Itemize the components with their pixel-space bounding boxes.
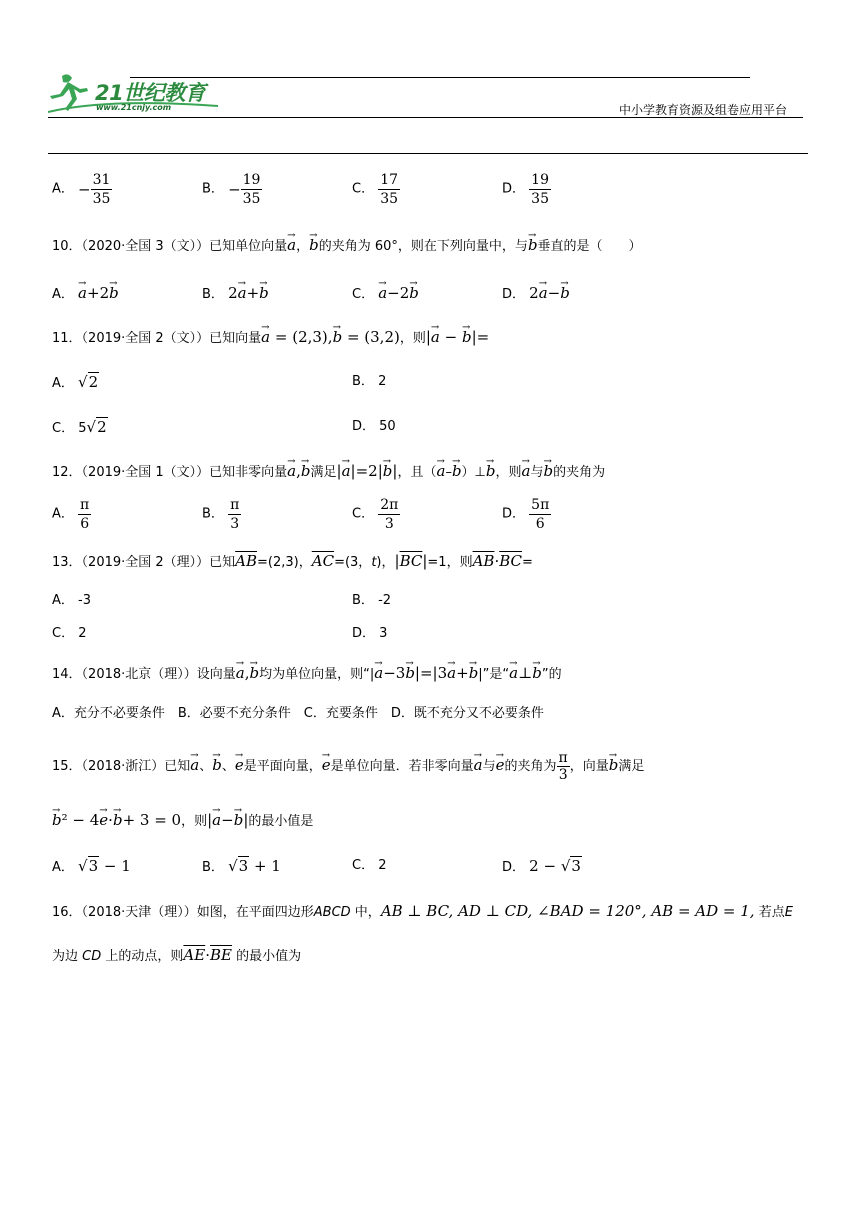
q12-option-c: C． $\frac{2\pi}{3}$ bbox=[352, 497, 399, 532]
q10-stem: 10．（2020·全国 3（文））已知单位向量→ a，→ b的夹角为 60°，则在下列向量中，与→ b垂直的是（ ） bbox=[52, 236, 642, 256]
q16-stem: 16．（2018·天津（理））如图，在平面四边形ABCD 中，AB ⊥ BC, AD ⊥ CD, ∠BAD = 120°, AB = AD = 1, 若点E bbox=[52, 902, 793, 920]
header-rule-top bbox=[130, 77, 750, 78]
q15-option-d: D． 2 − √3 bbox=[502, 857, 581, 875]
logo-text: 21世纪教育 bbox=[95, 81, 206, 105]
q15-option-a: A． √3 − 1 bbox=[52, 857, 131, 875]
q10-option-a: A． → a+2→ b bbox=[52, 284, 119, 304]
q10-option-b: B． 2→ a+→ b bbox=[202, 284, 269, 304]
q9-option-a: A． − $\frac{31}{35}$ bbox=[52, 172, 111, 207]
q15-stem: 15．（2018·浙江）已知→ a、→ b、→ e是平面向量，→ e是单位向量．若非零向量→ a与→ e的夹角为 $\frac{\pi}{3}$ ，向量→ b满足 bbox=[52, 746, 644, 786]
header-rule-bottom bbox=[48, 153, 808, 154]
q14-stem: 14．（2018·北京（理））设向量→ a,→ b均为单位向量，则“|→ a−3→ b|=|3→ a+→ b|”是“→ a⊥→ b”的 bbox=[52, 664, 562, 684]
q14-options: A．充分不必要条件 B．必要不充分条件 C．充要条件 D．既不充分又不必要条件 bbox=[52, 706, 544, 721]
q11-option-c: C． 5√2 bbox=[52, 418, 107, 436]
q9-option-d: D． $\frac{19}{35}$ bbox=[502, 172, 549, 207]
q12-option-a: A． $\frac{\pi}{6}$ bbox=[52, 497, 90, 532]
q10-option-d: D． 2→ a−→ b bbox=[502, 284, 570, 304]
q9-option-c: C． $\frac{17}{35}$ bbox=[352, 172, 399, 207]
q12-option-d: D． $\frac{5\pi}{6}$ bbox=[502, 497, 550, 532]
q13-option-a: A． -3 bbox=[52, 593, 92, 608]
q13-option-b: B． -2 bbox=[352, 593, 392, 608]
q9-option-b: B． − $\frac{19}{35}$ bbox=[202, 172, 261, 207]
q11-option-b: B． 2 bbox=[352, 374, 387, 389]
platform-name: 中小学教育资源及组卷应用平台 bbox=[619, 103, 788, 117]
q15-option-b: B． √3 + 1 bbox=[202, 857, 281, 875]
logo-url: www.21cnjy.com bbox=[96, 103, 172, 112]
q13-stem: 13．（2019·全国 2（理））已知$\overline{AB}=(2,3)$，$\overline{AC}=(3$，t)，$|\overline{BC}|=1$，则$\overline{AB}\cdot\overline{BC}=$ bbox=[52, 552, 533, 570]
q11-stem: 11．（2019·全国 2（文））已知向量→ a = (2,3),→ b = (3,2)，则|→ a − → b|= bbox=[52, 328, 489, 348]
q15-condition: → b² − 4→ e·→ b+ 3 = 0，则|→ a−→ b|的最小值是 bbox=[52, 811, 313, 831]
q10-option-c: C． → a−2→ b bbox=[352, 284, 419, 304]
q12-option-b: B． $\frac{\pi}{3}$ bbox=[202, 497, 240, 532]
q11-option-d: D． 50 bbox=[352, 419, 396, 434]
q13-option-d: D． 3 bbox=[352, 626, 388, 641]
q11-option-a: A． √2 bbox=[52, 373, 99, 391]
q12-stem: 12．（2019·全国 1（文））已知非零向量→ a,→ b满足|→ a|=2|→ b|，且（→ a–→ b）⊥→ b，则→ a与→ b的夹角为 bbox=[52, 462, 605, 482]
q15-option-c: C． 2 bbox=[352, 858, 387, 873]
q16-stem-line2: 为边 CD 上的动点，则$\overline{AE}\cdot\overline{BE}$ 的最小值为 bbox=[52, 946, 302, 964]
q13-option-c: C． 2 bbox=[52, 626, 87, 641]
header-rule-mid bbox=[48, 117, 803, 118]
